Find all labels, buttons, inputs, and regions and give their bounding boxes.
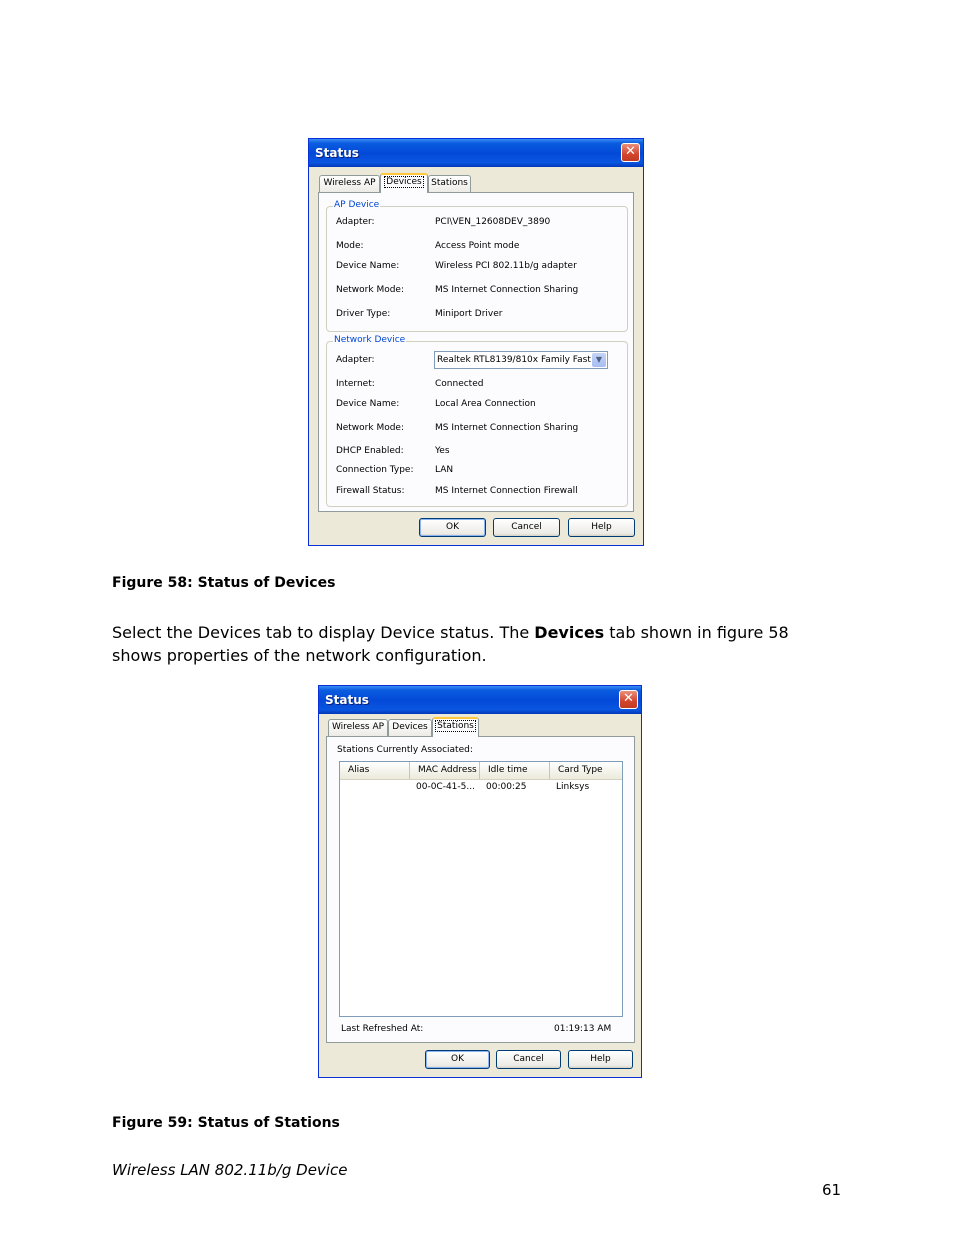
cancel-button[interactable]: Cancel bbox=[496, 1050, 561, 1069]
footer-document-title: Wireless LAN 802.11b/g Device bbox=[112, 1161, 348, 1179]
device-name-value: Local Area Connection bbox=[435, 399, 536, 409]
network-device-group bbox=[326, 335, 628, 507]
row-card-type[interactable]: Linksys bbox=[556, 782, 590, 792]
network-device-legend: Network Device bbox=[334, 335, 406, 345]
figure-58-caption: Figure 58: Status of Devices bbox=[112, 575, 336, 591]
row-idle-time[interactable]: 00:00:25 bbox=[486, 782, 527, 792]
network-mode-label: Network Mode: bbox=[336, 285, 404, 295]
page-number: 61 bbox=[822, 1181, 842, 1199]
tab-devices[interactable] bbox=[380, 173, 428, 193]
last-refreshed-label: Last Refreshed At: bbox=[341, 1024, 424, 1034]
status-dialog-stations bbox=[318, 685, 642, 1078]
close-icon[interactable]: ✕ bbox=[619, 690, 638, 709]
help-button[interactable]: Help bbox=[568, 1050, 633, 1069]
cancel-button[interactable]: Cancel bbox=[493, 518, 560, 537]
internet-value: Connected bbox=[435, 379, 484, 389]
tab-stations[interactable] bbox=[432, 717, 479, 737]
body-paragraph bbox=[112, 621, 812, 667]
column-header-mac-address[interactable]: MAC Address bbox=[410, 762, 480, 779]
device-name-label: Device Name: bbox=[336, 399, 400, 409]
column-header-idle-time[interactable]: Idle time bbox=[480, 762, 550, 779]
adapter-select[interactable] bbox=[434, 351, 608, 369]
ap-device-group bbox=[326, 200, 628, 332]
device-name-label: Device Name: bbox=[336, 261, 400, 271]
tab-label: Devices bbox=[392, 722, 428, 732]
title-bar[interactable] bbox=[319, 686, 641, 714]
tab-label: Wireless AP bbox=[323, 178, 376, 188]
column-header-alias[interactable]: Alias bbox=[340, 762, 410, 779]
tab-strip bbox=[319, 717, 641, 737]
tab-strip bbox=[309, 173, 643, 193]
ok-button[interactable]: OK bbox=[419, 518, 486, 537]
adapter-value: PCI\VEN_12608DEV_3890 bbox=[435, 217, 551, 227]
tab-stations[interactable] bbox=[428, 175, 471, 192]
mode-label: Mode: bbox=[336, 241, 364, 251]
dhcp-enabled-value: Yes bbox=[435, 446, 450, 456]
network-mode-value: MS Internet Connection Sharing bbox=[435, 423, 579, 433]
adapter-label: Adapter: bbox=[336, 217, 375, 227]
driver-type-value: Miniport Driver bbox=[435, 309, 503, 319]
devices-tab-panel bbox=[318, 192, 634, 512]
tab-label: Wireless AP bbox=[331, 722, 385, 732]
figure-59-caption: Figure 59: Status of Stations bbox=[112, 1115, 340, 1131]
firewall-status-label: Firewall Status: bbox=[336, 486, 405, 496]
ok-button[interactable]: OK bbox=[425, 1050, 490, 1069]
last-refreshed-value: 01:19:13 AM bbox=[554, 1024, 612, 1034]
paragraph-text-after: tab shown in figure 58 shows properties of the network configuration. bbox=[112, 623, 789, 665]
tab-wireless-ap[interactable] bbox=[319, 175, 380, 192]
status-dialog-devices bbox=[308, 138, 644, 546]
title-bar[interactable] bbox=[309, 139, 643, 167]
stations-list-header bbox=[340, 762, 622, 780]
adapter-label: Adapter: bbox=[336, 355, 375, 365]
stations-associated-label: Stations Currently Associated: bbox=[337, 745, 473, 755]
stations-tab-panel bbox=[326, 736, 635, 1043]
connection-type-value: LAN bbox=[435, 465, 454, 475]
firewall-status-value: MS Internet Connection Firewall bbox=[435, 486, 578, 496]
tab-devices[interactable] bbox=[388, 719, 432, 736]
tab-label: Stations bbox=[437, 721, 474, 731]
dhcp-enabled-label: DHCP Enabled: bbox=[336, 446, 404, 456]
column-header-card-type[interactable]: Card Type bbox=[558, 765, 603, 775]
network-mode-value: MS Internet Connection Sharing bbox=[435, 285, 579, 295]
tab-label: Stations bbox=[431, 178, 468, 188]
internet-label: Internet: bbox=[336, 379, 375, 389]
tab-wireless-ap[interactable] bbox=[328, 719, 388, 736]
adapter-select-value: Realtek RTL8139/810x Family Fast bbox=[437, 355, 591, 365]
tab-label: Devices bbox=[386, 177, 422, 187]
close-icon[interactable]: ✕ bbox=[621, 143, 640, 162]
chevron-down-icon[interactable]: ▼ bbox=[592, 353, 606, 367]
connection-type-label: Connection Type: bbox=[336, 465, 414, 475]
network-mode-label: Network Mode: bbox=[336, 423, 404, 433]
mode-value: Access Point mode bbox=[435, 241, 520, 251]
driver-type-label: Driver Type: bbox=[336, 309, 391, 319]
ap-device-legend: AP Device bbox=[334, 200, 380, 210]
help-button[interactable]: Help bbox=[568, 518, 635, 537]
dialog-title: Status bbox=[315, 146, 359, 160]
stations-list[interactable] bbox=[339, 761, 623, 1017]
dialog-title: Status bbox=[325, 693, 369, 707]
row-mac-address[interactable]: 00-0C-41-5... bbox=[416, 782, 475, 792]
paragraph-text-before: Select the Devices tab to display Device status. The bbox=[112, 623, 535, 642]
paragraph-bold-devices: Devices bbox=[534, 623, 605, 642]
device-name-value: Wireless PCI 802.11b/g adapter bbox=[435, 261, 577, 271]
